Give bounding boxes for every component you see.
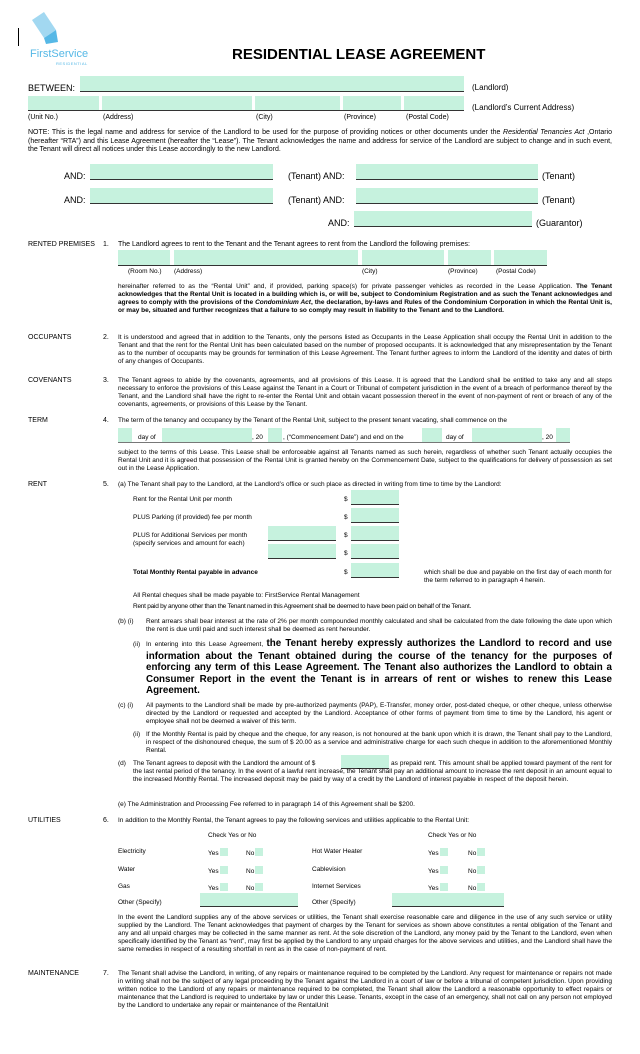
covenants-heading: COVENANTS [28,377,72,384]
premises-address-label: (Address) [174,268,203,275]
utility-right-yes-option [428,866,448,876]
utility-right-no-text: No [468,868,477,875]
utility-left-no-text: No [246,885,255,892]
note-rta: Residential Tenancies Act [503,129,585,136]
utility-right-yes-checkbox[interactable] [440,883,448,891]
utility-right-no-checkbox[interactable] [477,848,485,856]
utilities-other-right-field[interactable] [392,893,504,906]
landlord-address-field[interactable] [102,96,252,111]
landlord-province-field[interactable] [343,96,401,111]
utility-right-no-checkbox[interactable] [477,883,485,891]
tenant-and-label-1: (Tenant) AND: [288,171,345,181]
utilities-text: In the event the Landlord supplies any of the above services or utilities, the Tenant shall exercise reasonable care and diligence in the use of any such service or utility supplied by the Landlord. The Tenant acknowledges that payment of charges by the Tenant for services as shown above constitutes a rental obligation of the Tenant and any and all unpaid charges may be collected in the same manner as rent. At the sole discretion of the Landlord, any money paid by the Tenant to the Landlord, even when specifically identified by the Tenant as “rent”, may first be applied by the Landlord to any unpaid charges for the above services and utilities, and the Landlord shall have the same remedies in respect of a resulting shortfall in rent as in the case of non-payment of rent. [118,914,612,953]
tenant-2-field[interactable] [356,164,538,179]
term-day-of-1: day of [138,434,156,441]
premises-condo-act: Condominium Act [255,299,311,306]
landlord-current-address-label: (Landlord’s Current Address) [472,103,575,112]
utility-left-no-checkbox[interactable] [255,866,263,874]
tenant-3-line [90,203,273,204]
rent-b-ii-text [146,638,612,697]
utility-left-yes-option [208,848,228,858]
premises-heading: RENTED PREMISES [28,241,95,248]
utility-left-yes-text: Yes [208,850,219,857]
brand-sub: RESIDENTIAL [56,61,88,66]
rent-line-2-label: PLUS Parking (if provided) fee per month [133,514,252,521]
landlord-note [28,129,612,155]
utility-left-no-text: No [246,850,255,857]
utility-left-no-checkbox[interactable] [255,883,263,891]
rent-b-ii-small: In entering into this Lease Agreement, [146,641,267,648]
tenant-2-line [356,179,538,180]
parking-fee-line [351,522,399,523]
utility-right-yes-checkbox[interactable] [440,866,448,874]
brand-name: FirstService [30,48,89,60]
and-label-2: AND: [64,195,86,205]
premises-text: The Landlord agrees to rent to the Tenant and the Tenant agrees to rent from the Landlord the following premises: [118,241,470,248]
landlord-name-line [80,91,464,92]
utilities-other-left-field[interactable] [200,893,298,906]
utility-right-no-option [468,883,485,893]
additional-service-2-field[interactable] [268,544,336,558]
utility-left-yes-option [208,883,228,893]
rent-b-i-label: (b) (i) [118,618,134,625]
rent-b-i-text: Rent arrears shall bear interest at the rate of 2% per month compounded monthly calculated and shall be calculated from the date following the date upon which the rent is due until paid and such interest shall be deemed as rent hereunder. [146,618,612,633]
maintenance-num: 7. [103,970,109,977]
utilities-heading: UTILITIES [28,817,61,824]
utility-left-label: Water [118,866,136,873]
utility-right-no-text: No [468,850,477,857]
term-end-day-field[interactable] [422,428,442,442]
landlord-unit-field[interactable] [28,96,99,111]
additional-service-1-field[interactable] [268,526,336,540]
between-label: BETWEEN: [28,83,76,93]
rent-e-text: (e) The Administration and Processing Fee referred to in paragraph 14 of this Agreement shall be $200. [118,801,415,808]
tenant-and-label-2: (Tenant) AND: [288,195,345,205]
rent-b-ii-label: (ii) [133,641,141,648]
rent-dollar-4: $ [344,550,348,557]
rent-c-ii-label: (ii) [133,731,141,738]
premises-room-label: (Room No.) [128,268,162,275]
guarantor-label: (Guarantor) [536,218,583,228]
rent-paid-by-text: Rent paid by anyone other than the Tenant named in this Agreement shall be deemed to have been paid on behalf of the Tenant. [133,603,472,610]
unit-label: (Unit No.) [28,114,58,121]
premises-after-normal: hereinafter referred to as the “Rental Unit” and, if provided, parking space(s) for private passenger vehicles as recorded in the Lease Application. [118,283,576,290]
province-label: (Province) [344,114,376,121]
premises-postal-field[interactable] [494,250,547,265]
rent-a-text: (a) The Tenant shall pay to the Landlord, at the Landlord’s office or such place as directed in writing from time to time by the Landlord: [118,481,502,488]
landlord-name-field[interactable] [80,76,464,92]
utilities-other-right-line [392,906,504,907]
term-comma-20: , 20 [252,434,263,441]
page-margin-mark [18,28,19,46]
utility-left-yes-checkbox[interactable] [220,883,228,891]
utility-left-no-option [246,883,263,893]
term-heading: TERM [28,417,48,424]
rent-d-label: (d) [118,760,126,767]
premises-after-bold: The Tenant acknowledges that the Rental Unit is located in a building which is, or will be, subject to Condominium Registration and as such the Tenant acknowledges and agrees to comply with the provisions of the [118,283,613,306]
covenants-text: The Tenant agrees to abide by the covenants, agreements, and all provisions of this Lease. It is agreed that the Landlord shall be entitled to take any and all steps necessary to enforce the provisions of this Lease against the Tenant in a Court or Tribunal of competent jurisdiction in the event of a breach of performance thereof by the Tenant, and the Landlord shall have the right to re-enter the Rental Unit and obtain vacant possession thereof in the event of non-payment of rent or breach of any of the covenants, agreements, or provisions of this Lease by the Tenant. [118,377,612,408]
premises-province-field[interactable] [448,250,491,265]
landlord-postal-field[interactable] [404,96,464,111]
utility-right-label: Cablevision [312,866,346,873]
firstservice-logo-icon [30,12,60,44]
and-label-3: AND: [328,218,350,228]
utilities-other-left-line [200,906,298,907]
term-end-year-field[interactable] [556,428,570,442]
premises-address-line [118,265,547,266]
utility-left-no-option [246,848,263,858]
tenant-label-2: (Tenant) [542,171,576,181]
term-start-year-field[interactable] [268,428,282,442]
and-label-1: AND: [64,171,86,181]
rent-line-3a-label: PLUS for Additional Services per month [133,532,248,539]
term-comma-20b: , 20 [542,434,553,441]
guarantor-field[interactable] [354,211,532,226]
rent-c-i-text: All payments to the Landlord shall be made by pre-authorized payments (PAP), E-Transfer, money order, post-dated cheque, or other cheque, unless otherwise directed by the Landlord or requested and accepted by the Landlord. Acceptance of other forms of payment from time to time by the Landlord, his agent or employee shall not be deemed a waiver of this term. [146,702,612,725]
rent-due-text: which shall be due and payable on the first day of each month for the term referred to in paragraph 4 herein. [424,569,612,584]
occupants-num: 2. [103,334,109,341]
utilities-other-right-label: Other (Specify) [312,899,356,906]
premises-province-label: (Province) [448,268,478,275]
occupants-heading: OCCUPANTS [28,334,72,341]
covenants-num: 3. [103,377,109,384]
rent-c-i-label: (c) (i) [118,702,134,709]
additional-service-2-line [268,558,336,559]
rent-cheques-text: All Rental cheques shall be made payable to: FirstService Rental Management [133,592,360,599]
utilities-num: 6. [103,817,109,824]
premises-city-field[interactable] [362,250,444,265]
additional-amount-1-field[interactable] [351,526,399,540]
note-text-2: ,Ontario (hereafter “RTA”) and this Lease Agreement (hereafter the “Lease”). The Tenant acknowledges the name and address for service of the Landlord are subject to change and in such event, the Tenant will direct all notices under this Lease accordingly to the new Landlord. [28,129,612,153]
rent-line-3b-label: (specify services and amount for each) [133,540,245,547]
rent-num: 5. [103,481,109,488]
landlord-address-line [28,110,464,111]
tenant-1-line [90,179,273,180]
utilities-check-head-left: Check Yes or No [208,832,257,839]
additional-amount-2-line [351,558,399,559]
term-after-text: subject to the terms of this Lease. This Lease shall be enforceable against all Tenants named as such herein, regardless of whether such Tenant actually occupies the Rental Unit and it is agreed that possession of the Rental Unit is granted hereby on the Commencement Date, subject to the qualifications for delivery of possession as set out in the Lease Application. [118,449,612,472]
guarantor-line [354,226,532,227]
utility-left-yes-checkbox[interactable] [220,848,228,856]
utilities-check-head-right: Check Yes or No [428,832,477,839]
utility-right-no-text: No [468,885,477,892]
page-title: RESIDENTIAL LEASE AGREEMENT [232,46,486,63]
utility-right-no-option [468,848,485,858]
premises-postal-label: (Postal Code) [496,268,536,275]
occupants-text: It is understood and agreed that in addition to the Tenants, only the persons listed as Occupants in the Lease Application shall occupy the Rental Unit in addition to the Tenant and that the rent for the Rental Unit has been calculated based on the number of proposed occupants. It is acknowledged that any misrepresentation by the Tenant as to the number of occupants may be grounds for termination of this Lease Agreement. The Tenant further agrees to inform the Landlord of the identity and dates of birth of any changes of Occupants. [118,334,612,365]
utility-right-no-checkbox[interactable] [477,866,485,874]
utility-left-yes-text: Yes [208,885,219,892]
utility-right-label: Hot Water Heater [312,848,363,855]
rent-c-ii-text: If the Monthly Rental is paid by cheque and the cheque, for any reason, is not honoured at the bank upon which it is drawn, the Tenant shall pay to the Landlord, in respect of the dishonoured cheque, the sum of $ 20.00 as a service and administrative charge for each such cheque in addition to the aforementioned Monthly Rental. [146,731,612,754]
total-rent-field[interactable] [351,563,399,577]
utility-right-yes-text: Yes [428,885,439,892]
utility-left-yes-text: Yes [208,868,219,875]
note-text-1: NOTE: This is the legal name and address for service of the Landlord to be used for the purpose of providing notices or other documents under the [28,129,504,136]
premises-city-label: (City) [362,268,378,275]
term-commence-text: , (“Commencement Date”) and end on the [283,434,404,441]
term-date-line [118,442,570,443]
utility-right-yes-option [428,883,448,893]
rent-d-post: as prepaid rent. This amount shall be applied toward payment of the rent for the last rental period of the tenancy. In the event of a lawful rent increase, the Tenant shall pay an additional amount to increase the rent deposit in an amount equal to the increased Monthly Rental. The increased deposit may be paid by way of a credit by the Landlord of interest payable in respect of the deposit herein. [133,760,612,783]
total-rent-label: Total Monthly Rental payable in advance [133,569,258,576]
term-start-month-field[interactable] [162,428,252,442]
premises-after-bold2: , the declaration, by-laws and Rules of the Condominium Corporation in which the Rental Unit is, or may be, situated and further recognizes that a failure to so comply may result in liability to the Tenant and to the Landlord. [118,299,612,314]
rent-dollar-3: $ [344,532,348,539]
maintenance-heading: MAINTENANCE [28,970,79,977]
utility-left-no-option [246,866,263,876]
tenant-label-4: (Tenant) [542,195,576,205]
additional-amount-2-field[interactable] [351,544,399,558]
tenant-1-field[interactable] [90,164,273,179]
rent-dollar-1: $ [344,496,348,503]
rent-b-ii-big: the Tenant hereby expressly authorizes the Landlord to record and use information about the Tenant obtained during the course of the tenancy for the purposes of enforcing any term of this Lease Agreement. The Tenant also authorizes the Landlord to obtain a Consumer Report in the event the Tenant is in arrears of rent or wishes to renew this Lease Agreement. [146,638,612,696]
premises-condo-text [118,283,612,315]
address-label: (Address) [103,114,134,121]
utilities-intro: In addition to the Monthly Rental, the Tenant agrees to pay the following services and utilities applicable to the Rental Unit: [118,817,470,824]
term-num: 4. [103,417,109,424]
term-end-month-field[interactable] [472,428,542,442]
utility-right-yes-text: Yes [428,850,439,857]
utility-left-no-text: No [246,868,255,875]
term-day-of-2: day of [446,434,464,441]
rent-heading: RENT [28,481,48,488]
rent-dollar-2: $ [344,514,348,521]
rent-d-pre: The Tenant agrees to deposit with the Landlord the amount of $ [133,760,316,767]
postal-label: (Postal Code) [406,114,449,121]
premises-room-field[interactable] [118,250,170,265]
utility-left-yes-option [208,866,228,876]
rent-dollar-5: $ [344,569,348,576]
tenant-3-field[interactable] [90,188,273,203]
term-start-day-field[interactable] [118,428,132,442]
landlord-label: (Landlord) [472,83,509,92]
rent-amount-line [351,504,399,505]
total-rent-line [351,577,399,578]
utility-left-label: Electricity [118,848,146,855]
maintenance-text: The Tenant shall advise the Landlord, in writing, of any repairs or maintenance required to be completed by the Landlord. Any request for maintenance or repairs not made in writing shall not be the subject of any legal proceeding by the Tenant against the Landlord in a court of law or before a tribunal of competent jurisdiction. Upon providing written notice to the Landlord of any repairs or maintenance required to be completed, the Tenant shall allow the Landlord a reasonable opportunity to effect repairs or maintenance that the Landlord is required to undertake by law or under this Lease. Tenants, except in the case of an emergency, shall not call on any person not employed by the Landlord to undertake any repair or maintenance of the RentalUnit [118,970,612,1009]
utility-right-no-option [468,866,485,876]
premises-address-field[interactable] [174,250,358,265]
tenant-4-line [356,203,538,204]
parking-fee-field[interactable] [351,508,399,522]
additional-service-1-line [268,540,336,541]
utilities-other-left-label: Other (Specify) [118,899,162,906]
utility-right-yes-checkbox[interactable] [440,848,448,856]
utility-left-no-checkbox[interactable] [255,848,263,856]
term-text: The term of the tenancy and occupancy by the Tenant of the Rental Unit, subject to the present tenant vacating, shall commence on the [118,417,508,424]
additional-amount-1-line [351,540,399,541]
landlord-city-field[interactable] [255,96,340,111]
utility-left-label: Gas [118,883,130,890]
tenant-4-field[interactable] [356,188,538,203]
rent-amount-field[interactable] [351,490,399,504]
premises-num: 1. [103,241,109,248]
utility-left-yes-checkbox[interactable] [220,866,228,874]
city-label: (City) [256,114,273,121]
rent-line-1-label: Rent for the Rental Unit per month [133,496,232,503]
utility-right-label: Internet Services [312,883,361,890]
utility-right-yes-option [428,848,448,858]
utility-right-yes-text: Yes [428,868,439,875]
